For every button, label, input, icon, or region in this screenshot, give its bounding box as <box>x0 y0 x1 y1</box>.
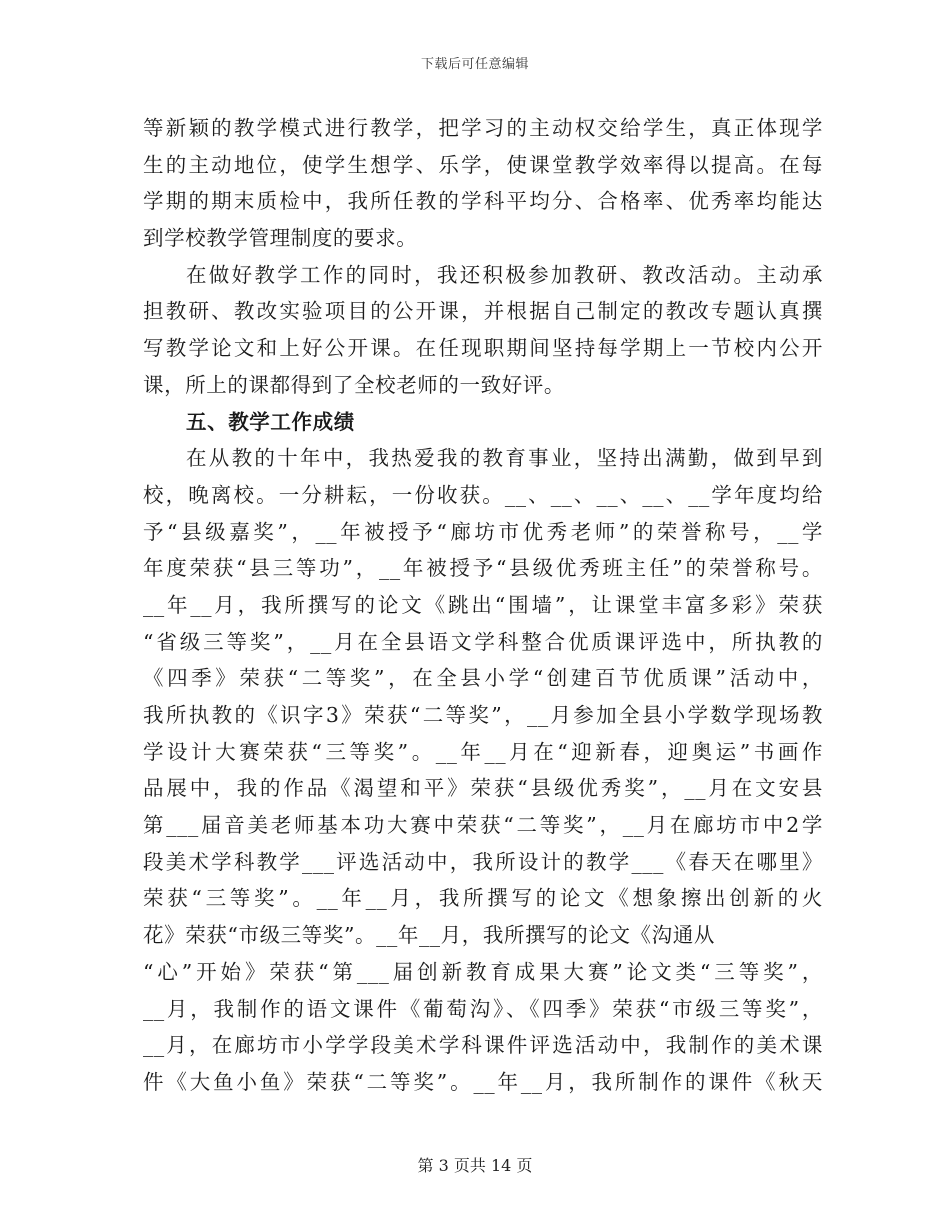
body-line: 花》荣获“市级三等奖”。__年__月，我所撰写的论文《沟通从 <box>143 923 715 948</box>
page-header: 下载后可任意编辑 <box>420 57 529 72</box>
body-line: 担教研、教改实验项目的公开课，并根据自己制定的教改专题认真撰 <box>143 299 823 324</box>
body-line: 校，晚离校。一分耕耘，一份收获。__、__、__、__、__学年度均给 <box>143 482 823 507</box>
body-line: __月，我制作的语文课件《葡萄沟》、《四季》荣获“市级三等奖”， <box>143 996 823 1021</box>
body-line: 写教学论文和上好公开课。在任现职期间坚持每学期上一节校内公开 <box>143 336 823 361</box>
body-line: 到学校教学管理制度的要求。 <box>143 226 418 251</box>
document-body <box>143 110 823 1101</box>
body-line: 年度荣获“县三等功”，__年被授予“县级优秀班主任”的荣誉称号。 <box>143 556 823 581</box>
body-line: 学期的期末质检中，我所任教的学科平均分、合格率、优秀率均能达 <box>143 189 823 214</box>
body-line: 予“县级嘉奖”，__年被授予“廊坊市优秀老师”的荣誉称号，__学 <box>143 519 823 544</box>
body-line: 等新颖的教学模式进行教学，把学习的主动权交给学生，真正体现学 <box>143 116 823 140</box>
body-line: “心”开始》荣获“第___届创新教育成果大赛”论文类“三等奖”， <box>143 959 823 984</box>
body-line: 生的主动地位，使学生想学、乐学，使课堂教学效率得以提高。在每 <box>143 152 823 177</box>
section-heading: 五、教学工作成绩 <box>186 409 355 434</box>
body-line: __年__月，我所撰写的论文《跳出“围墙”，让课堂丰富多彩》荣获 <box>143 592 823 617</box>
body-line: 在从教的十年中，我热爱我的教育事业，坚持出满勤，做到早到 <box>186 446 823 471</box>
body-line: 段美术学科教学___评选活动中，我所设计的教学___《春天在哪里》 <box>143 849 823 874</box>
body-line: “省级三等奖”，__月在全县语文学科整合优质课评选中，所执教的 <box>143 629 823 654</box>
body-line: 我所执教的《识字3》荣获“二等奖”，__月参加全县小学数学现场教 <box>143 703 823 727</box>
body-line: 学设计大赛荣获“三等奖”。__年__月在“迎新春，迎奥运”书画作 <box>143 739 823 764</box>
body-line: 在做好教学工作的同时，我还积极参加教研、教改活动。主动承 <box>186 262 823 287</box>
body-line: 荣获“三等奖”。__年__月，我所撰写的论文《想象擦出创新的火 <box>143 886 823 911</box>
body-line: 课，所上的课都得到了全校老师的一致好评。 <box>143 372 565 397</box>
body-line: 品展中，我的作品《渴望和平》荣获“县级优秀奖”，__月在文安县 <box>143 776 823 801</box>
body-line: 第___届音美老师基本功大赛中荣获“二等奖”，__月在廊坊市中2学 <box>143 813 823 838</box>
page-number: 第 3 页共 14 页 <box>417 1156 533 1175</box>
body-line: 件《大鱼小鱼》荣获“二等奖”。__年__月，我所制作的课件《秋天 <box>143 1069 823 1094</box>
body-line: 《四季》荣获“二等奖”，在全县小学“创建百节优质课”活动中， <box>143 666 823 691</box>
body-line: __月，在廊坊市小学学段美术学科课件评选活动中，我制作的美术课 <box>143 1033 823 1058</box>
